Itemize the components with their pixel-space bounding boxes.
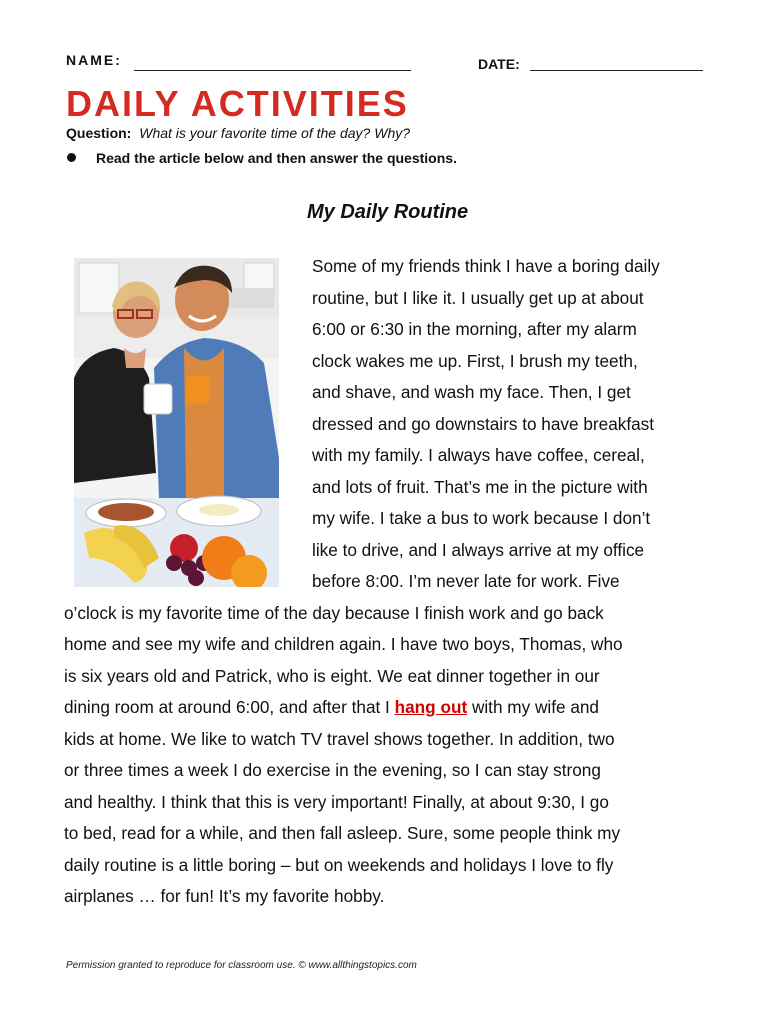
name-blank-line[interactable] — [134, 70, 411, 71]
couple-breakfast-photo — [74, 258, 279, 587]
article-line: like to drive, and I always arrive at my office — [312, 540, 645, 560]
article-line: kids at home. We like to watch TV travel shows together. In addition, two — [64, 729, 615, 749]
article-line: airplanes … for fun! It’s my favorite hobby. — [64, 886, 385, 906]
article-line — [64, 697, 599, 717]
article-line: o’clock is my favorite time of the day because I finish work and go back — [64, 603, 604, 623]
date-label: DATE: — [478, 56, 520, 72]
article-line: and lots of fruit. That’s me in the picture with — [312, 477, 648, 497]
article-text: with my wife and — [467, 697, 599, 717]
instruction-text: Read the article below and then answer the questions. — [96, 150, 457, 166]
article-line: Some of my friends think I have a boring daily — [312, 256, 660, 276]
article-line: is six years old and Patrick, who is eight. We eat dinner together in our — [64, 666, 600, 686]
name-label: NAME: — [66, 52, 122, 68]
question-text: What is your favorite time of the day? Why? — [139, 125, 411, 141]
article-line: and healthy. I think that this is very important! Finally, at about 9:30, I go — [64, 792, 609, 812]
article-line: home and see my wife and children again. I have two boys, Thomas, who — [64, 634, 623, 654]
article-text: dining room at around 6:00, and after that I — [64, 697, 395, 717]
article-line: my wife. I take a bus to work because I don’t — [312, 508, 651, 528]
date-blank-line[interactable] — [530, 70, 703, 71]
article-line: routine, but I like it. I usually get up at about — [312, 288, 644, 308]
article-line: before 8:00. I’m never late for work. Five — [312, 571, 620, 591]
question — [66, 125, 410, 141]
page-title: DAILY ACTIVITIES — [66, 83, 409, 124]
article-title: My Daily Routine — [307, 201, 469, 223]
article-line: dressed and go downstairs to have breakfast — [312, 414, 655, 434]
footer-permission: Permission granted to reproduce for classroom use. © www.allthingstopics.com — [66, 960, 417, 971]
hang-out-link[interactable]: hang out — [394, 697, 468, 717]
question-label: Question: — [66, 125, 132, 141]
article-line: daily routine is a little boring – but on weekends and holidays I love to fly — [64, 855, 614, 875]
article-line: clock wakes me up. First, I brush my teeth, — [312, 351, 638, 371]
article-line: to bed, read for a while, and then fall asleep. Sure, some people think my — [64, 823, 621, 843]
article-line: 6:00 or 6:30 in the morning, after my alarm — [312, 319, 637, 339]
bullet-icon — [67, 153, 76, 162]
article-line: with my family. I always have coffee, cereal, — [312, 445, 645, 465]
article-line: and shave, and wash my face. Then, I get — [312, 382, 631, 402]
article-line: or three times a week I do exercise in the evening, so I can stay strong — [64, 760, 601, 780]
